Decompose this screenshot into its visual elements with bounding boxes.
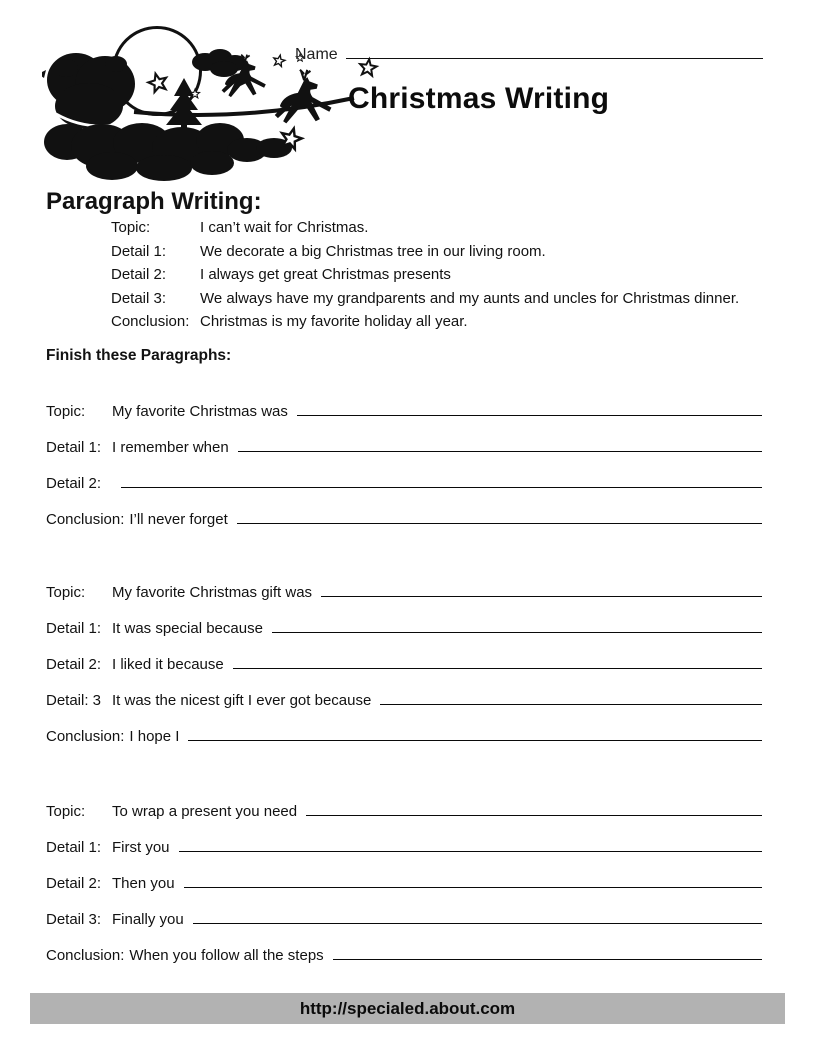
example-row-text: I can’t wait for Christmas.	[200, 219, 369, 236]
footer-bar	[30, 993, 785, 1024]
fill-row-label: Conclusion:	[46, 728, 125, 745]
fill-row	[46, 402, 762, 438]
fill-row-prefix: To wrap a present you need	[112, 803, 298, 820]
fill-row-prefix: I’ll never forget	[129, 511, 228, 528]
blank-line	[121, 474, 762, 488]
paragraph-block-3	[46, 802, 762, 982]
fill-row-prefix: Finally you	[112, 911, 184, 928]
blank-line	[237, 510, 762, 524]
blank-line	[179, 838, 762, 852]
fill-row	[46, 655, 762, 691]
example-row-label: Topic:	[111, 219, 151, 236]
fill-row-prefix: Then you	[112, 875, 175, 892]
blank-line	[233, 655, 762, 669]
paragraph-block-1	[46, 402, 762, 546]
fill-row	[46, 802, 762, 838]
example-row	[111, 287, 776, 311]
example-row-label: Detail 2:	[111, 266, 167, 283]
fill-row-prefix: First you	[112, 839, 170, 856]
name-row	[295, 44, 763, 64]
name-label: Name	[295, 46, 338, 63]
page-title: Christmas Writing	[348, 82, 610, 115]
fill-row-label: Detail 3:	[46, 911, 102, 928]
example-row-text: We always have my grandparents and my aunts and uncles for Christmas dinner.	[200, 289, 740, 307]
example-row	[111, 310, 776, 334]
finish-paragraphs-heading: Finish these Paragraphs:	[46, 347, 232, 364]
fill-row-prefix: When you follow all the steps	[129, 947, 324, 964]
fill-row-prefix: I liked it because	[112, 656, 224, 673]
fill-row	[46, 946, 762, 982]
name-blank-line	[346, 44, 763, 59]
blank-line	[184, 874, 762, 888]
fill-row-label: Topic:	[46, 584, 86, 601]
reindeer-icon	[275, 70, 332, 124]
example-row-label: Detail 3:	[111, 289, 167, 307]
fill-row-label: Detail 1:	[46, 620, 102, 637]
fill-row-label: Topic:	[46, 803, 86, 820]
fill-row-label: Detail: 3	[46, 692, 102, 709]
cloud-icon	[44, 123, 292, 181]
fill-row-label: Conclusion:	[46, 947, 125, 964]
paragraph-writing-heading: Paragraph Writing:	[46, 188, 262, 215]
fill-row-prefix: It was special because	[112, 620, 263, 637]
blank-line	[297, 402, 762, 416]
fill-row-prefix: My favorite Christmas was	[112, 403, 288, 420]
blank-line	[238, 438, 762, 452]
fill-row	[46, 583, 762, 619]
example-row	[111, 240, 776, 264]
fill-row-label: Detail 1:	[46, 839, 102, 856]
fill-row	[46, 727, 762, 763]
fill-row-label: Detail 2:	[46, 656, 102, 673]
fill-row	[46, 438, 762, 474]
fill-row	[46, 691, 762, 727]
fill-row	[46, 510, 762, 546]
fill-row-prefix: I hope I	[129, 728, 180, 745]
fill-row-label: Detail 2:	[46, 875, 102, 892]
blank-line	[193, 910, 762, 924]
fill-row	[46, 474, 762, 510]
example-row-text: I always get great Christmas presents	[200, 266, 451, 283]
fill-row-label: Topic:	[46, 403, 86, 420]
blank-line	[272, 619, 762, 633]
blank-line	[321, 583, 762, 597]
fill-row-prefix: My favorite Christmas gift was	[112, 584, 313, 601]
source-url: http://specialed.about.com	[299, 998, 516, 1018]
fill-row	[46, 619, 762, 655]
fill-row	[46, 874, 762, 910]
fill-row-label: Detail 1:	[46, 439, 102, 456]
blank-line	[306, 802, 762, 816]
blank-line	[333, 946, 762, 960]
fill-row-prefix: It was the nicest gift I ever got because	[112, 692, 372, 709]
blank-line	[380, 691, 762, 705]
example-row-label: Conclusion:	[111, 313, 190, 330]
example-row-text: Christmas is my favorite holiday all year.	[200, 313, 468, 330]
fill-row-prefix: I remember when	[112, 439, 229, 456]
example-row	[111, 263, 776, 287]
fill-row-label: Conclusion:	[46, 511, 125, 528]
sleigh-sack-icon	[42, 53, 135, 134]
fill-row	[46, 910, 762, 946]
example-paragraph	[111, 216, 776, 334]
fill-row	[46, 838, 762, 874]
blank-line	[188, 727, 762, 741]
example-row	[111, 216, 776, 240]
example-row-text: We decorate a big Christmas tree in our living room.	[200, 242, 546, 260]
example-row-label: Detail 1:	[111, 242, 167, 260]
paragraph-block-2	[46, 583, 762, 763]
fill-row-label: Detail 2:	[46, 475, 102, 492]
